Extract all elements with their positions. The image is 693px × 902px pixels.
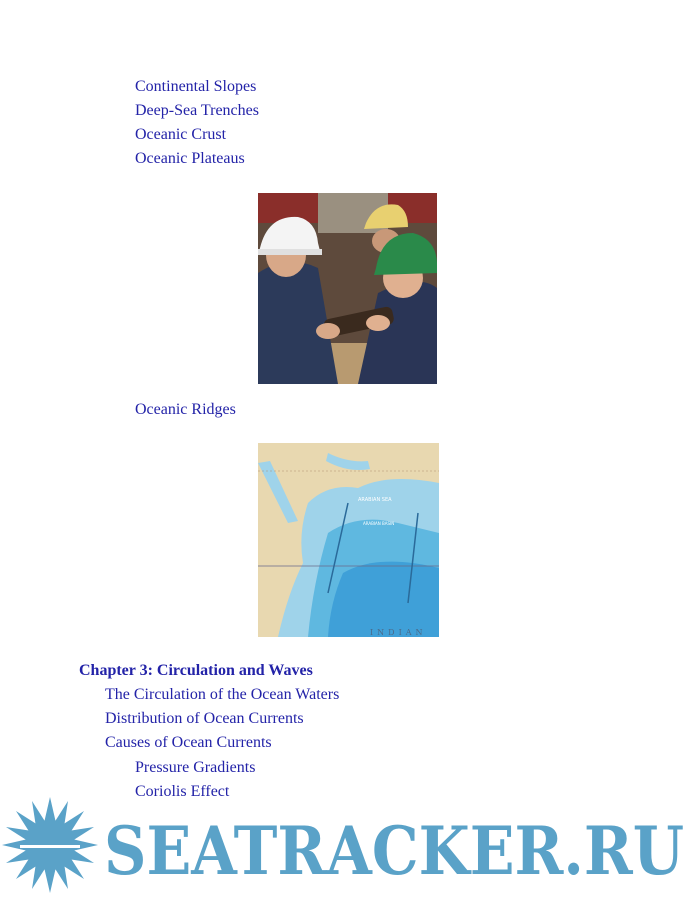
map-arabian-sea-illustration (258, 443, 439, 637)
map-label-basin: ARABIAN BASIN (363, 521, 395, 526)
map-arabian-sea (258, 443, 439, 637)
toc-link-oceanic-crust[interactable]: Oceanic Crust (135, 126, 227, 143)
toc-link-circulation-ocean-waters[interactable]: The Circulation of the Ocean Waters (105, 686, 340, 703)
toc-link-chapter-3[interactable]: Chapter 3: Circulation and Waves (79, 662, 313, 679)
toc-link-oceanic-ridges[interactable]: Oceanic Ridges (135, 401, 236, 418)
photo-drill-core-illustration (258, 193, 437, 384)
toc-link-distribution-ocean-currents[interactable]: Distribution of Ocean Currents (105, 710, 304, 727)
toc-link-coriolis-effect[interactable]: Coriolis Effect (135, 783, 230, 800)
map-label-sea: ARABIAN SEA (358, 497, 392, 503)
toc-link-deep-sea-trenches[interactable]: Deep-Sea Trenches (135, 102, 259, 119)
toc-link-oceanic-plateaus[interactable]: Oceanic Plateaus (135, 150, 245, 167)
watermark (0, 790, 693, 897)
toc-link-pressure-gradients[interactable]: Pressure Gradients (135, 759, 256, 776)
watermark-logo (0, 790, 693, 897)
toc-link-continental-slopes[interactable]: Continental Slopes (135, 78, 257, 95)
photo-drill-core-workers (258, 193, 437, 384)
toc-link-causes-ocean-currents[interactable]: Causes of Ocean Currents (105, 734, 272, 751)
watermark-text: SEATRACKER.RU (104, 812, 684, 890)
map-label-ocean: INDIAN (370, 628, 427, 637)
sun-icon (2, 797, 98, 893)
